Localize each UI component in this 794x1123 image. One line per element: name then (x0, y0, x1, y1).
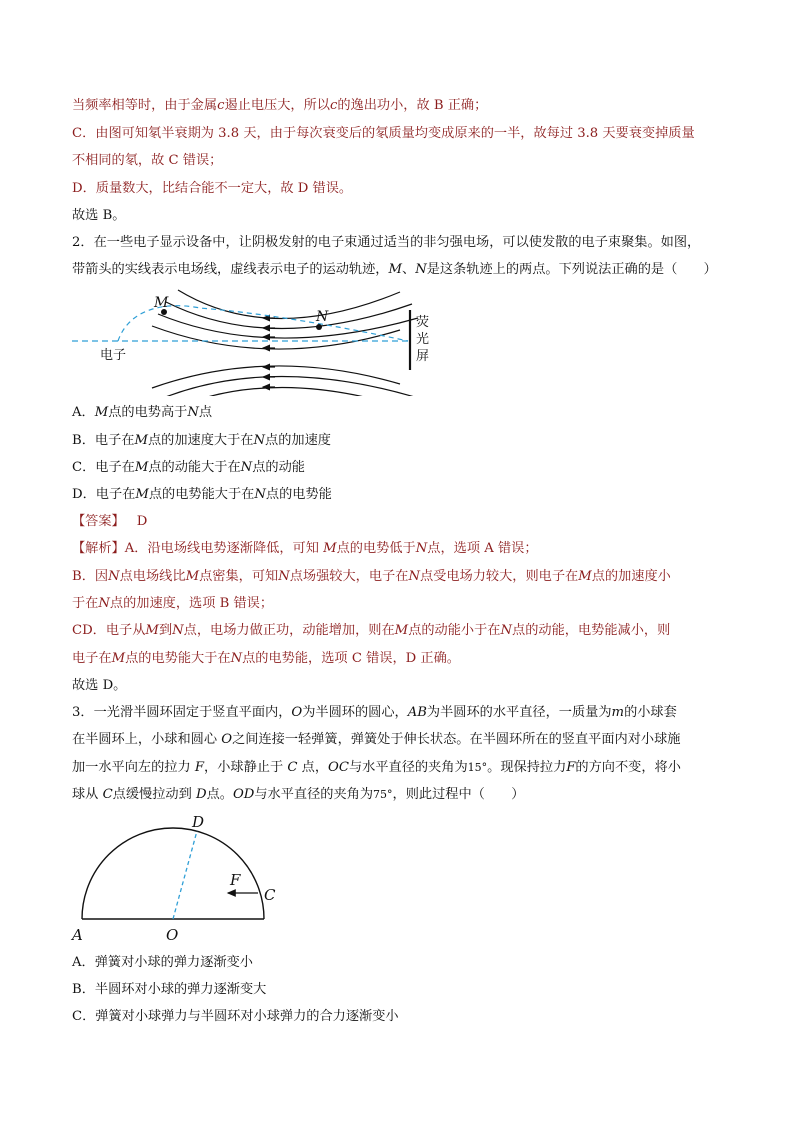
label-C: C (264, 886, 276, 904)
q2-option-c: C．电子在M点的动能大于在N点的动能 (72, 460, 305, 475)
q2-analysis-line-1: 【解析】A．沿电场线电势逐渐降低，可知 M点的电势低于N点，选项 A 错误； (72, 541, 538, 556)
q2-analysis-line-4: CD．电子从M到N点，电场力做正功，动能增加，则在M点的动能小于在N点的动能，电势能减小，则 (72, 623, 671, 638)
label-M: M (154, 295, 169, 311)
q2-stem-line-1: 2．在一些电子显示设备中，让阴极发射的电子束通过适当的非匀强电场，可以使发散的电子束聚集。如图， (72, 235, 701, 250)
q2-option-d: D．电子在M点的电势能大于在N点的电势能 (72, 487, 332, 502)
q3-option-b: B．半圆环对小球的弹力逐渐变大 (72, 982, 267, 997)
label-electron: 电子 (100, 348, 127, 363)
field-line (166, 387, 412, 396)
field-line (158, 314, 418, 338)
q3-stem-line-4: 球从 C点缓慢拉动到 D点。OD与水平直径的夹角为75°，则此过程中（ ） (72, 787, 525, 802)
screen-label-3: 屏 (416, 349, 430, 364)
q2-stem-line-2: 带箭头的实线表示电场线，虚线表示电子的运动轨迹，M、N是这条轨迹上的两点。下列说法正确的是（ ） (72, 262, 717, 277)
q3-option-a: A．弹簧对小球的弹力逐渐变小 (72, 955, 253, 970)
q2-option-a: A．M点的电势高于N点 (72, 405, 213, 420)
screen-label-1: 荧 (416, 315, 430, 330)
q2-answer: 【答案】 D (72, 514, 148, 529)
label-N: N (316, 309, 329, 325)
label-D: D (192, 813, 205, 831)
label-A: A (72, 926, 83, 944)
prev-line-3: 不相同的氡，故 C 错误； (72, 153, 223, 168)
prev-choose: 故选 B。 (72, 208, 126, 223)
q3-option-c: C．弹簧对小球弹力与半圆环对小球弹力的合力逐渐变小 (72, 1009, 399, 1024)
prev-line-1: 当频率相等时，由于金属c遏止电压大，所以c的逸出功小，故 B 正确； (72, 98, 488, 113)
q2-analysis-line-2: B．因N点电场线比M点密集，可知N点场强较大，电子在N点受电场力较大，则电子在M点的加速度小 (72, 569, 671, 584)
q2-figure (70, 286, 450, 396)
field-line (158, 376, 418, 396)
screen-label-2: 光 (416, 332, 430, 347)
q3-stem-line-3: 加一水平向左的拉力 F，小球静止于 C 点，OC与水平直径的夹角为15°。现保持拉力F的方向不变，将小 (72, 760, 681, 775)
prev-line-4: D．质量数大，比结合能不一定大，故 D 错误。 (72, 181, 353, 196)
line-OD (173, 831, 197, 919)
q2-analysis-line-5: 电子在M点的电势能大于在N点的电势能，选项 C 错误，D 正确。 (72, 651, 460, 666)
q3-stem-line-1: 3．一光滑半圆环固定于竖直平面内，O为半圆环的圆心，AB为半圆环的水平直径，一质量为m的小球套 (72, 705, 677, 720)
q2-analysis-line-3: 于在N点的加速度，选项 B 错误； (72, 596, 274, 611)
q3-stem-line-2: 在半圆环上，小球和圆心 O之间连接一轻弹簧，弹簧处于伸长状态。在半圆环所在的竖直平面内对小球施 (72, 732, 681, 747)
label-F: F (230, 871, 241, 889)
field-line (166, 302, 412, 329)
q3-figure (70, 808, 290, 948)
label-O: O (166, 926, 179, 944)
q2-option-b: B．电子在M点的加速度大于在N点的加速度 (72, 433, 331, 448)
field-line (178, 290, 400, 319)
q2-choose: 故选 D。 (72, 678, 127, 693)
prev-line-2: C．由图可知氡半衰期为 3.8 天，由于每次衰变后的氡质量均变成原来的一半，故每过 3.8 天要衰变掉质量 (72, 126, 695, 141)
